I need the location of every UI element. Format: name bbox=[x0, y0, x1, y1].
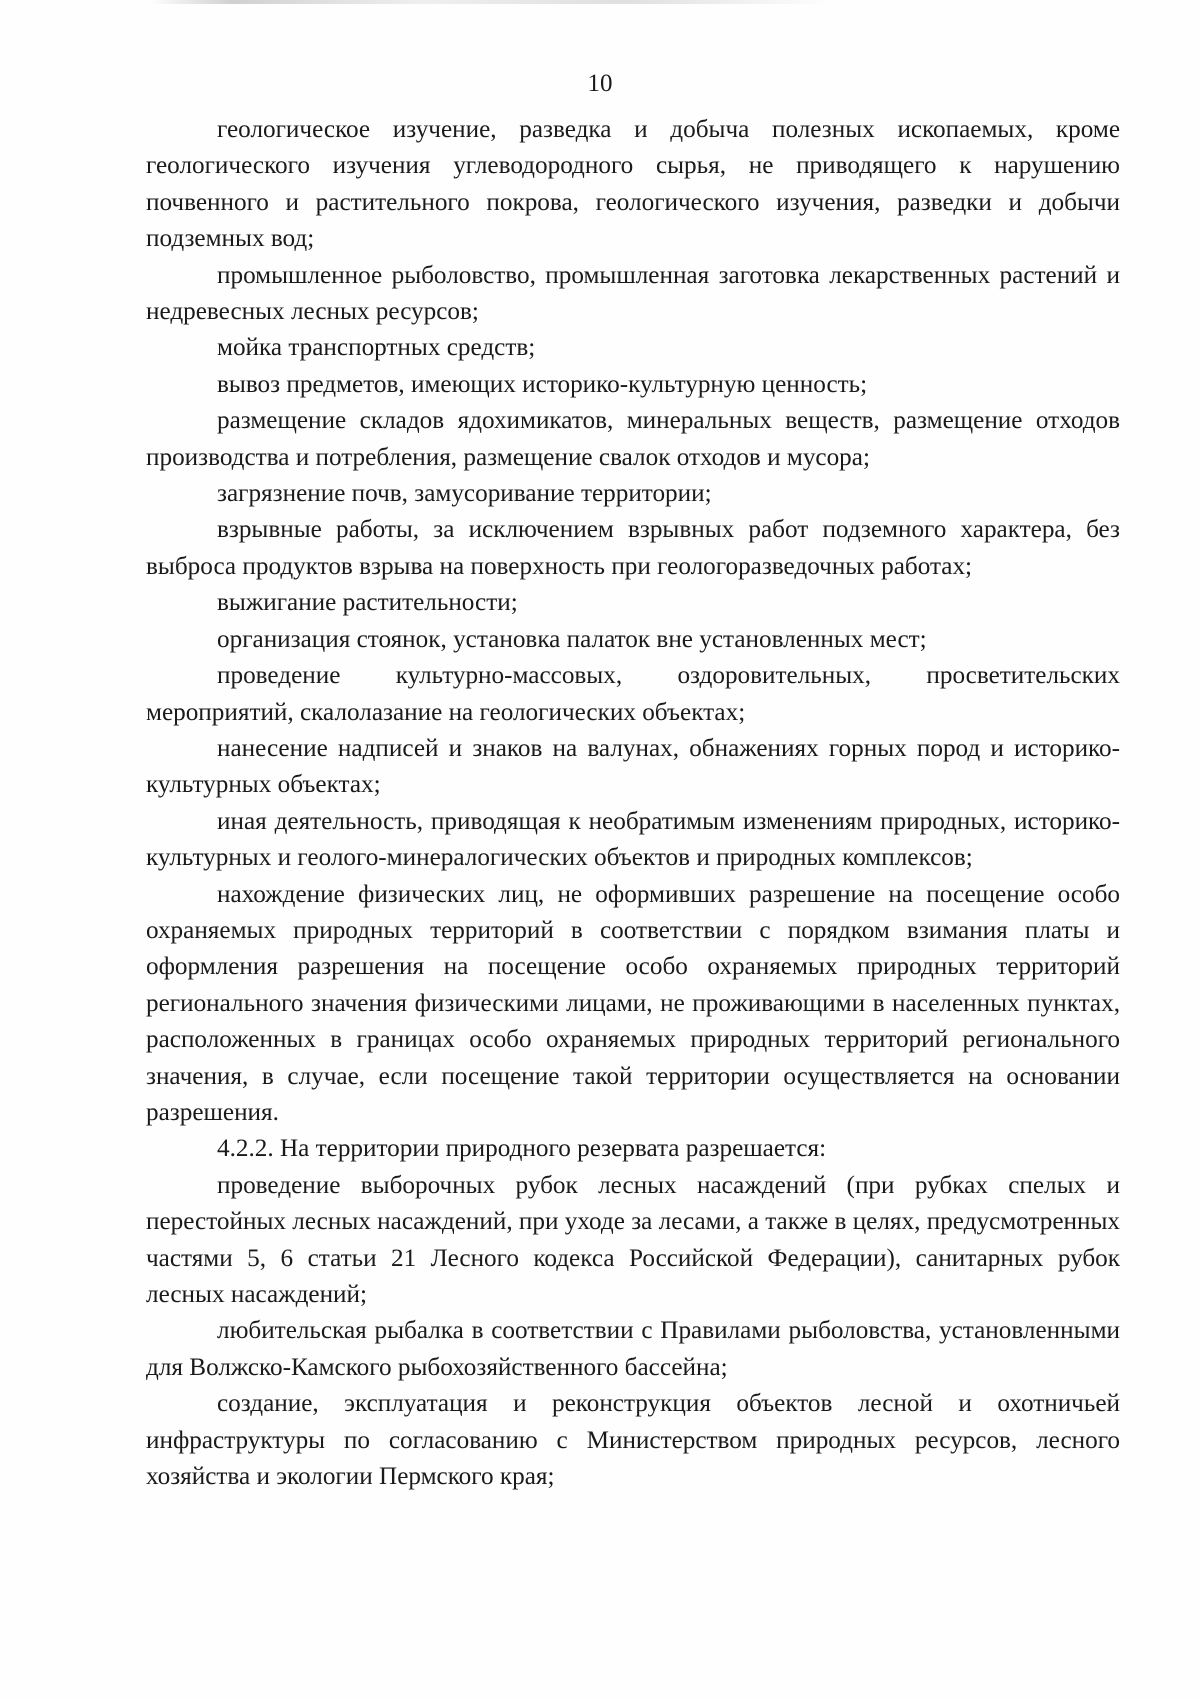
paragraph: геологическое изучение, разведка и добыча полезных ископаемых, кроме геологического изучения углеводородного сырья, не приводящего к нарушению почвенного и растительного покрова, геологического изучения, разведки и добычи подземных вод; bbox=[146, 116, 1120, 253]
paragraph: создание, эксплуатация и реконструкция объектов лесной и охотничьей инфраструктуры по согласованию с Министерством природных ресурсов, лесного хозяйства и экологии Пермского края; bbox=[146, 1390, 1120, 1491]
paragraph: нанесение надписей и знаков на валунах, обнажениях горных пород и историко-культурных объектах; bbox=[146, 734, 1120, 799]
paragraph: нахождение физических лиц, не оформивших разрешение на посещение особо охраняемых природных территорий в соответствии с порядком взимания платы и оформления разрешения на посещение особо охраняемых природных территорий регионального значения физическими лицами, не проживающими в населенных пунктах, расположенных в границах особо охраняемых природных территорий регионального значения, в случае, если посещение такой территории осуществляется на основании разрешения. bbox=[146, 880, 1120, 1126]
paragraph: размещение складов ядохимикатов, минеральных веществ, размещение отходов производства и потребления, размещение свалок отходов и мусора; bbox=[146, 407, 1120, 471]
paragraph: промышленное рыболовство, промышленная заготовка лекарственных растений и недревесных лесных ресурсов; bbox=[146, 261, 1120, 326]
scan-edge-artifact bbox=[150, 0, 830, 4]
paragraph: проведение культурно-массовых, оздоровительных, просветительских мероприятий, скалолазание на геологических объектах; bbox=[146, 662, 1120, 726]
section-heading-4-2-2: 4.2.2. На территории природного резервата разрешается: bbox=[217, 1135, 827, 1163]
paragraph: любительская рыбалка в соответствии с Правилами рыболовства, установленными для Волжско-Камского рыбохозяйственного бассейна; bbox=[146, 1317, 1120, 1381]
document-body bbox=[146, 112, 1120, 1495]
paragraph: иная деятельность, приводящая к необратимым изменениям природных, историко-культурных и геолого-минералогических объектов и природных комплексов; bbox=[146, 807, 1120, 872]
paragraph: вывоз предметов, имеющих историко-культурную ценность; bbox=[217, 370, 868, 398]
paragraph: выжигание растительности; bbox=[217, 589, 518, 617]
paragraph: организация стоянок, установка палаток вне установленных мест; bbox=[217, 625, 927, 653]
paragraph: взрывные работы, за исключением взрывных работ подземного характера, без выброса продуктов взрыва на поверхность при геологоразведочных работах; bbox=[146, 516, 1120, 580]
paragraph: загрязнение почв, замусоривание территории; bbox=[217, 480, 712, 508]
page-number: 10 bbox=[587, 70, 613, 97]
paragraph: мойка транспортных средств; bbox=[217, 334, 536, 362]
paragraph: проведение выборочных рубок лесных насаждений (при рубках спелых и перестойных лесных насаждений, при уходе за лесами, а также в целях, предусмотренных частями 5, 6 статьи 21 Лесного кодекса Российской Федерации), санитарных рубок лесных насаждений; bbox=[146, 1171, 1120, 1308]
